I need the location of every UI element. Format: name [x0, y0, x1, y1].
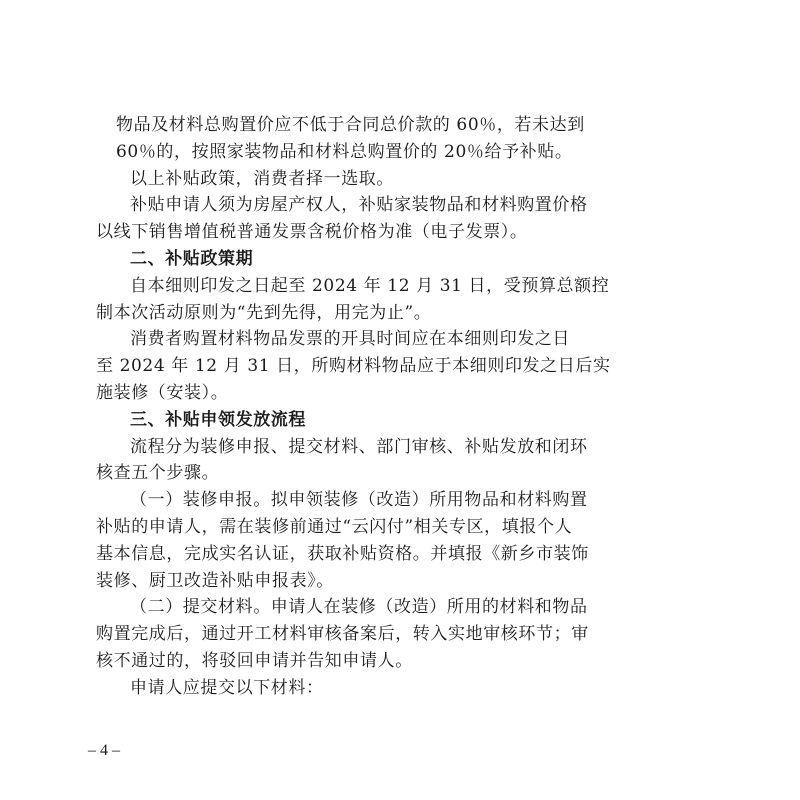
paragraph-line: 装修、厨卫改造补贴申报表》。 — [96, 570, 334, 591]
paragraph-line: 以线下销售增值税普通发票含税价格为准（电子发票）。 — [96, 222, 528, 243]
section-heading: 三、补贴申领发放流程 — [130, 409, 306, 430]
paragraph-line: 制本次活动原则为“先到先得，用完为止”。 — [96, 302, 432, 323]
paragraph-line: 60％的，按照家装物品和材料总购置价的 20％给予补贴。 — [116, 141, 573, 162]
paragraph-line: 购置完成后，通过开工材料审核备案后，转入实地审核环节；审 — [96, 624, 589, 645]
paragraph-line: 流程分为装修申报、提交材料、部门审核、补贴发放和闭环 — [130, 436, 588, 457]
paragraph-line: 补贴的申请人，需在装修前通过“云闪付”相关专区，填报个人 — [96, 516, 573, 537]
paragraph-line: 至 2024 年 12 月 31 日，所购材料物品应于本细则印发之日后实 — [96, 356, 611, 377]
page-number: – 4 – — [88, 742, 120, 759]
paragraph-line: 物品及材料总购置价应不低于合同总价款的 60％，若未达到 — [116, 115, 585, 135]
paragraph-line: 核不通过的，将驳回申请并告知申请人。 — [96, 650, 413, 671]
document-body — [96, 112, 702, 702]
paragraph-line: （二）提交材料。申请人在装修（改造）所用的材料和物品 — [130, 597, 588, 618]
paragraph-line: 以上补贴政策，消费者择一选取。 — [130, 168, 394, 189]
paragraph-line: 申请人应提交以下材料： — [130, 677, 324, 698]
paragraph-line: 补贴申请人须为房屋产权人，补贴家装物品和材料购置价格 — [130, 195, 588, 216]
paragraph-line: （一）装修申报。拟申领装修（改造）所用物品和材料购置 — [130, 490, 588, 511]
paragraph-line: 基本信息，完成实名认证，获取补贴资格。并填报《新乡市装饰 — [96, 543, 589, 564]
paragraph-line: 消费者购置材料物品发票的开具时间应在本细则印发之日 — [130, 329, 570, 350]
paragraph-line: 核查五个步骤。 — [96, 463, 220, 484]
section-heading: 二、补贴政策期 — [130, 248, 254, 269]
paragraph-line: 自本细则印发之日起至 2024 年 12 月 31 日，受预算总额控 — [130, 275, 610, 296]
paragraph-line: 施装修（安装）。 — [96, 382, 229, 403]
